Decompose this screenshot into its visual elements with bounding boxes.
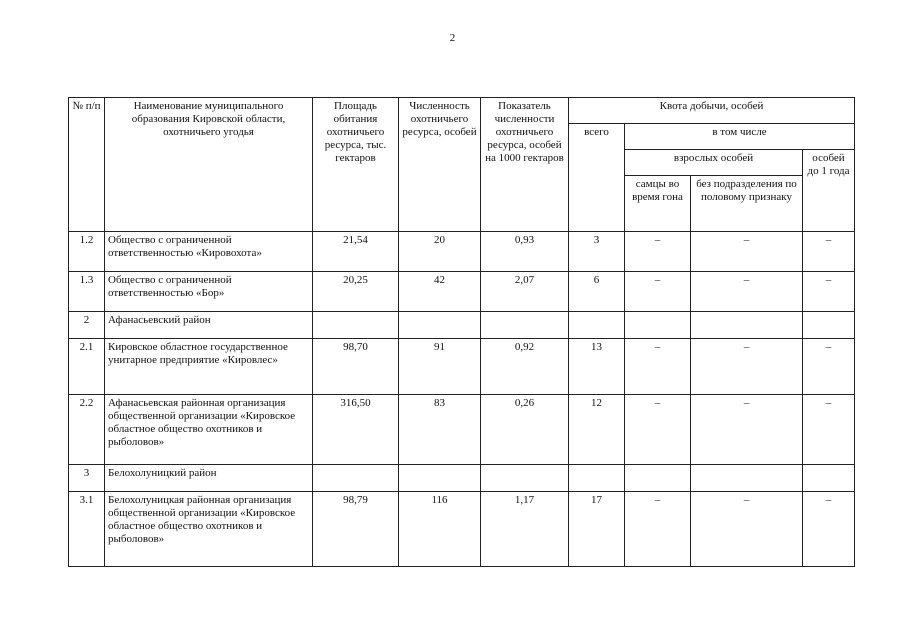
cell-no-sex: –	[691, 492, 803, 567]
cell-num: 2.2	[69, 395, 105, 465]
cell-density: 0,92	[481, 339, 569, 395]
cell-males-rut: –	[625, 395, 691, 465]
cell-under1: –	[803, 492, 855, 567]
table-row	[69, 395, 855, 465]
cell-name: Общество с ограниченной ответственностью «Кировохота»	[105, 232, 313, 272]
cell-males-rut: –	[625, 492, 691, 567]
header-total: всего	[569, 124, 625, 232]
table-row	[69, 492, 855, 567]
cell-name: Белохолуницкий район	[105, 465, 313, 492]
header-num: № п/п	[69, 98, 105, 232]
cell-males-rut: –	[625, 232, 691, 272]
cell-num: 3	[69, 465, 105, 492]
header-including: в том числе	[625, 124, 855, 150]
cell-total: 12	[569, 395, 625, 465]
header-males-rut: самцы во время гона	[625, 176, 691, 232]
cell-no-sex: –	[691, 272, 803, 312]
table-header	[69, 98, 855, 232]
table-row	[69, 339, 855, 395]
cell-total: 3	[569, 232, 625, 272]
cell-population: 91	[399, 339, 481, 395]
cell-name: Афанасьевский район	[105, 312, 313, 339]
cell-population: 42	[399, 272, 481, 312]
cell-area: 21,54	[313, 232, 399, 272]
cell-area: 20,25	[313, 272, 399, 312]
cell-under1: –	[803, 272, 855, 312]
quota-table	[68, 97, 855, 567]
header-name: Наименование муниципального образования Кировской области, охотничьего угодья	[105, 98, 313, 232]
cell-density: 0,93	[481, 232, 569, 272]
cell-density: 1,17	[481, 492, 569, 567]
header-adults: взрослых особей	[625, 150, 803, 176]
cell-population: 116	[399, 492, 481, 567]
cell-density: 0,26	[481, 395, 569, 465]
table-row	[69, 272, 855, 312]
cell-total: 13	[569, 339, 625, 395]
cell-under1: –	[803, 339, 855, 395]
cell-num: 3.1	[69, 492, 105, 567]
cell-males-rut: –	[625, 272, 691, 312]
cell-num: 1.3	[69, 272, 105, 312]
cell-total: 6	[569, 272, 625, 312]
header-no-sex-division: без подразделения по половому признаку	[691, 176, 803, 232]
cell-name: Белохолуницкая районная организация общественной организации «Кировское областное общество охотников и рыболовов»	[105, 492, 313, 567]
page-number: 2	[449, 32, 456, 44]
cell-population: 83	[399, 395, 481, 465]
header-under1: особей до 1 года	[803, 150, 855, 232]
section-row	[69, 465, 855, 492]
cell-name: Кировское областное государственное унитарное предприятие «Кировлес»	[105, 339, 313, 395]
cell-num: 2.1	[69, 339, 105, 395]
cell-density: 2,07	[481, 272, 569, 312]
cell-area: 98,79	[313, 492, 399, 567]
cell-males-rut: –	[625, 339, 691, 395]
header-population: Численность охотничьего ресурса, особей	[399, 98, 481, 232]
cell-name: Общество с ограниченной ответственностью «Бор»	[105, 272, 313, 312]
cell-no-sex: –	[691, 395, 803, 465]
cell-no-sex: –	[691, 339, 803, 395]
cell-no-sex: –	[691, 232, 803, 272]
cell-under1: –	[803, 232, 855, 272]
header-quota: Квота добычи, особей	[569, 98, 855, 124]
header-area: Площадь обитания охотничьего ресурса, тыс. гектаров	[313, 98, 399, 232]
table-row	[69, 232, 855, 272]
cell-total: 17	[569, 492, 625, 567]
cell-population: 20	[399, 232, 481, 272]
cell-area: 98,70	[313, 339, 399, 395]
section-row	[69, 312, 855, 339]
header-density: Показатель численности охотничьего ресурса, особей на 1000 гектаров	[481, 98, 569, 232]
cell-under1: –	[803, 395, 855, 465]
cell-num: 2	[69, 312, 105, 339]
cell-num: 1.2	[69, 232, 105, 272]
cell-area: 316,50	[313, 395, 399, 465]
table-body	[69, 232, 855, 567]
cell-name: Афанасьевская районная организация общественной организации «Кировское областное общество охотников и рыболовов»	[105, 395, 313, 465]
